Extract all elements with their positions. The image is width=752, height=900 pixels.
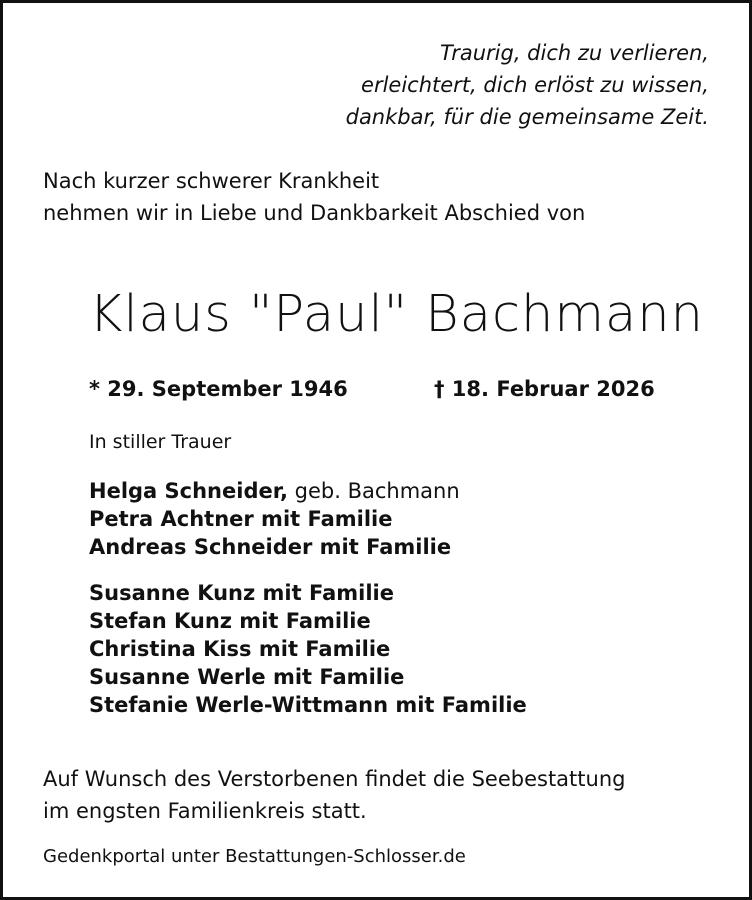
death-date: † 18. Februar 2026 — [434, 377, 655, 401]
birth-date: * 29. September 1946 — [89, 377, 348, 401]
poem-line: erleichtert, dich erlöst zu wissen, — [361, 73, 709, 97]
mourner-item: Andreas Schneider mit Familie — [89, 535, 452, 559]
notice-line: Auf Wunsch des Verstorbenen findet die Seebestattung — [43, 767, 626, 791]
poem — [346, 37, 709, 133]
mourner-item: Stefan Kunz mit Familie — [89, 609, 371, 633]
mourner-item: Christina Kiss mit Familie — [89, 637, 391, 661]
mourners-group-1 — [89, 477, 460, 561]
intro-line: nehmen wir in Liebe und Dankbarkeit Abschied von — [43, 201, 586, 225]
notice-line: im engsten Familienkreis statt. — [43, 799, 367, 823]
mourner-maiden-name: geb. Bachmann — [287, 479, 460, 503]
intro-text — [43, 165, 585, 229]
mourner-item: Stefanie Werle-Wittmann mit Familie — [89, 693, 527, 717]
funeral-notice — [43, 763, 625, 827]
memorial-portal-text: Gedenkportal unter Bestattungen-Schlosser.de — [43, 846, 466, 867]
mourner-item — [89, 477, 460, 505]
mourner-item: Petra Achtner mit Familie — [89, 507, 393, 531]
mourner-item: Susanne Kunz mit Familie — [89, 581, 394, 605]
poem-line: dankbar, für die gemeinsame Zeit. — [345, 105, 709, 129]
mourner-item: Susanne Werle mit Familie — [89, 665, 405, 689]
mourner-name: Helga Schneider, — [89, 479, 288, 503]
poem-line: Traurig, dich zu verlieren, — [440, 41, 709, 65]
mourning-label: In stiller Trauer — [89, 431, 232, 453]
deceased-name: Klaus "Paul" Bachmann — [89, 285, 704, 344]
intro-line: Nach kurzer schwerer Krankheit — [43, 169, 380, 193]
mourners-group-2 — [89, 579, 527, 719]
